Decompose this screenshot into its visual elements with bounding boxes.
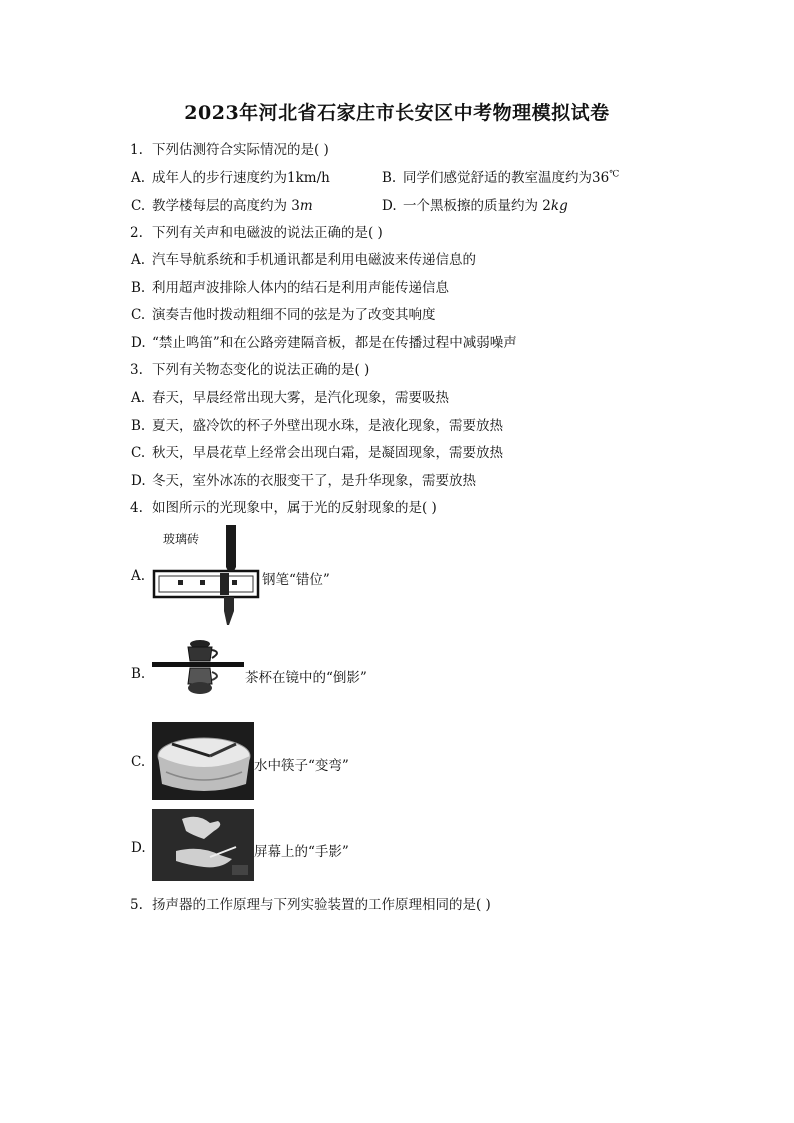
- question-3: [130, 358, 369, 378]
- option-text: 一个黑板擦的质量约为 2: [403, 198, 551, 214]
- q4-option-c-caption: 水中筷子“变弯”: [254, 758, 349, 774]
- question-5: [130, 893, 491, 913]
- q2-option-b: [131, 276, 449, 296]
- q4-option-d-caption: 屏幕上的“手影”: [254, 844, 349, 860]
- question-stem: 下列估测符合实际情况的是( ): [152, 142, 329, 158]
- question-1: [130, 138, 329, 158]
- option-text: 夏天，盛冷饮的杯子外壁出现水珠，是液化现象，需要放热: [152, 418, 503, 434]
- option-label: B.: [131, 418, 146, 434]
- question-number: 4.: [130, 500, 143, 516]
- q2-option-a: [131, 248, 476, 268]
- q4-option-d-label: D.: [131, 840, 146, 856]
- q4-option-a-label: A.: [131, 568, 146, 584]
- q3-option-d: [131, 469, 476, 489]
- option-label: C.: [131, 198, 146, 214]
- question-stem: 扬声器的工作原理与下列实验装置的工作原理相同的是( ): [152, 897, 491, 913]
- q1-option-b: [382, 166, 619, 186]
- option-label: B.: [131, 280, 146, 296]
- option-label: D.: [131, 473, 146, 489]
- option-label: C.: [131, 307, 146, 323]
- option-unit: kg: [550, 198, 568, 214]
- option-text: 演奏吉他时拨动粗细不同的弦是为了改变其响度: [152, 307, 436, 323]
- q4-option-a-caption: 钢笔“错位”: [262, 572, 330, 588]
- chopsticks-in-water-figure: [152, 722, 254, 800]
- option-unit: ℃: [609, 169, 620, 180]
- option-text: 成年人的步行速度约为1km/h: [152, 170, 330, 186]
- teacup-mirror-figure: [152, 638, 244, 708]
- option-text: 教学楼每层的高度约为 3: [152, 198, 300, 214]
- option-text: 利用超声波排除人体内的结石是利用声能传递信息: [152, 280, 449, 296]
- question-stem: 下列有关声和电磁波的说法正确的是( ): [152, 225, 383, 241]
- q2-option-d: [131, 331, 517, 351]
- option-label: D.: [131, 335, 146, 351]
- q1-option-d: [382, 194, 568, 214]
- question-number: 5.: [130, 897, 143, 913]
- page-title: 2023年河北省石家庄市长安区中考物理模拟试卷: [184, 102, 610, 124]
- option-text: “禁止鸣笛”和在公路旁建隔音板，都是在传播过程中减弱噪声: [152, 335, 517, 351]
- option-label: A.: [131, 252, 146, 268]
- q3-option-a: [131, 386, 449, 406]
- question-number: 3.: [130, 362, 143, 378]
- q3-option-c: [131, 441, 503, 461]
- option-text: 秋天，早晨花草上经常会出现白霜，是凝固现象，需要放热: [152, 445, 503, 461]
- option-label: D.: [382, 198, 397, 214]
- option-label: C.: [131, 445, 146, 461]
- option-text: 同学们感觉舒适的教室温度约为36: [403, 170, 610, 186]
- option-label: A.: [131, 170, 146, 186]
- question-number: 2.: [130, 225, 143, 241]
- q4-option-c-label: C.: [131, 754, 146, 770]
- hand-shadow-figure: [152, 809, 254, 881]
- q2-option-c: [131, 303, 436, 323]
- option-text: 汽车导航系统和手机通讯都是利用电磁波来传递信息的: [152, 252, 476, 268]
- option-text: 冬天，室外冰冻的衣服变干了，是升华现象，需要放热: [152, 473, 476, 489]
- option-text: 春天，早晨经常出现大雾，是汽化现象，需要吸热: [152, 390, 449, 406]
- question-4: [130, 496, 437, 516]
- option-label: B.: [382, 170, 397, 186]
- q1-option-c: [131, 194, 313, 214]
- q3-option-b: [131, 414, 503, 434]
- question-stem: 下列有关物态变化的说法正确的是( ): [152, 362, 370, 378]
- q4-option-b-caption: 茶杯在镜中的“倒影”: [245, 670, 367, 686]
- question-stem: 如图所示的光现象中，属于光的反射现象的是( ): [152, 500, 437, 516]
- option-unit: m: [299, 198, 313, 214]
- q1-option-a: [131, 166, 330, 186]
- option-label: A.: [131, 390, 146, 406]
- question-number: 1.: [130, 142, 143, 158]
- glass-brick-label: 玻璃砖: [163, 532, 200, 546]
- q4-option-b-label: B.: [131, 666, 146, 682]
- question-2: [130, 221, 383, 241]
